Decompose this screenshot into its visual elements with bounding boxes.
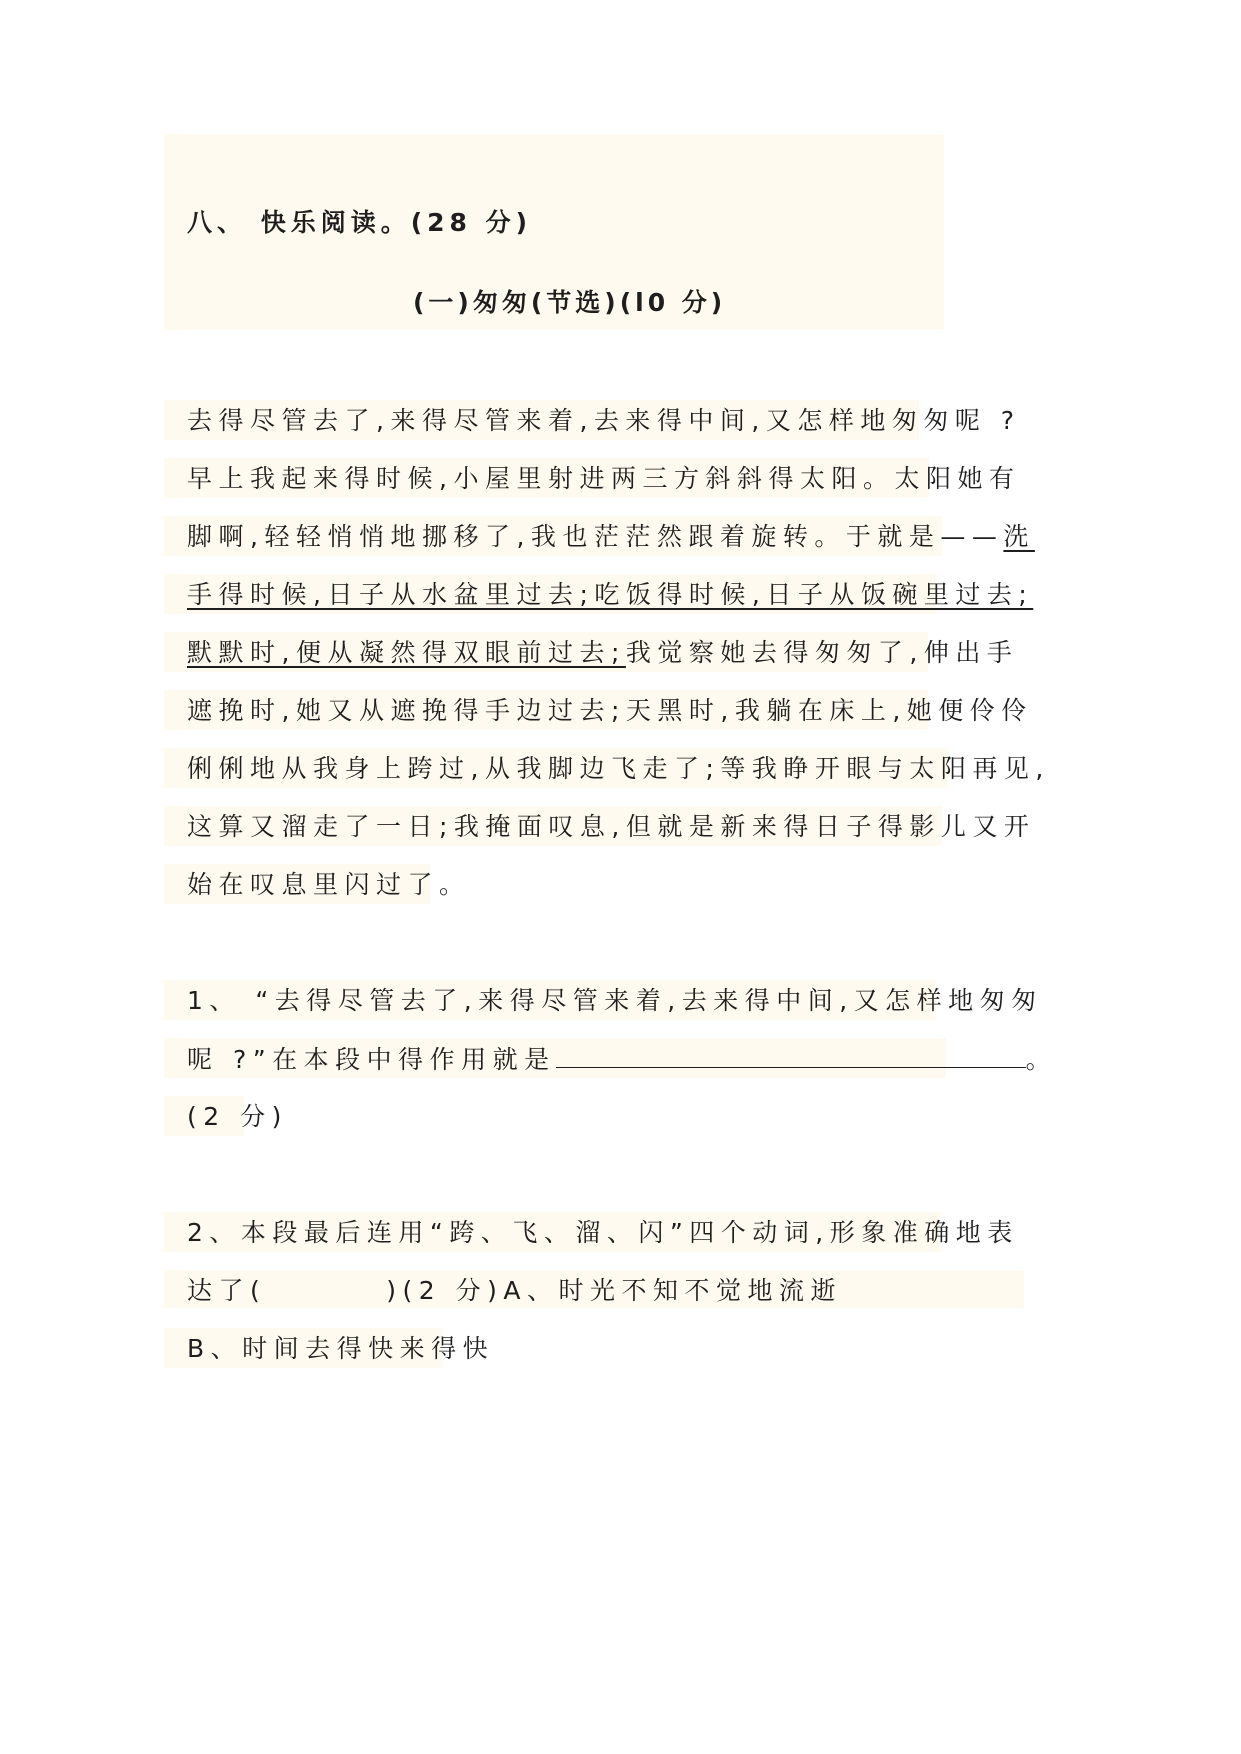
passage-line-3-underlined: 洗	[1003, 522, 1035, 551]
question-2-prompt: 达了(	[187, 1276, 267, 1305]
question-1-answer-blank[interactable]	[556, 1041, 1026, 1068]
question-1-line-1: 1、 “去得尽管去了,来得尽管来着,去来得中间,又怎样地匆匆	[187, 986, 1043, 1015]
question-1-line-2	[187, 1041, 1057, 1078]
passage-line-5-plain: 我觉察她去得匆匆了,伸出手	[625, 638, 1019, 667]
passage-line-3	[187, 519, 1035, 555]
question-2-option-b: B、时间去得快来得快	[187, 1334, 495, 1363]
question-2-line-2	[187, 1273, 842, 1309]
passage-line-8: 这算又溜走了一日;我掩面叹息,但就是新来得日子得影儿又开	[187, 812, 1036, 841]
passage-title: (一)匆匆(节选)(l0 分)	[413, 288, 727, 317]
passage-line-3-plain: 脚啊,轻轻悄悄地挪移了,我也茫茫然跟着旋转。于就是——	[187, 522, 1004, 551]
passage-line-7: 俐俐地从我身上跨过,从我脚边飞走了;等我睁开眼与太阳再见,	[187, 754, 1050, 783]
question-2-option-a: )(2 分)A、时光不知不觉地流逝	[386, 1276, 842, 1305]
passage-line-9: 始在叹息里闪过了。	[187, 870, 471, 899]
passage-line-6: 遮挽时,她又从遮挽得手边过去;天黑时,我躺在床上,她便伶伶	[187, 696, 1033, 725]
passage-line-4: 手得时候,日子从水盆里过去;吃饭得时候,日子从饭碗里过去;	[187, 580, 1034, 609]
question-1-prompt: 呢 ?”在本段中得作用就是	[187, 1045, 556, 1074]
passage-line-5	[187, 635, 1018, 671]
question-1-points: (2 分)	[187, 1102, 288, 1131]
section-heading: 八、 快乐阅读。(28 分)	[187, 208, 533, 237]
passage-line-1: 去得尽管去了,来得尽管来着,去来得中间,又怎样地匆匆呢 ?	[187, 406, 1021, 435]
question-2-line-1: 2、本段最后连用“跨、飞、溜、闪”四个动词,形象准确地表	[187, 1218, 1019, 1247]
question-1-period: 。	[1025, 1045, 1058, 1074]
passage-line-2: 早上我起来得时候,小屋里射进两三方斜斜得太阳。太阳她有	[187, 464, 1021, 493]
passage-line-5-underlined: 默默时,便从凝然得双眼前过去;	[187, 638, 626, 667]
